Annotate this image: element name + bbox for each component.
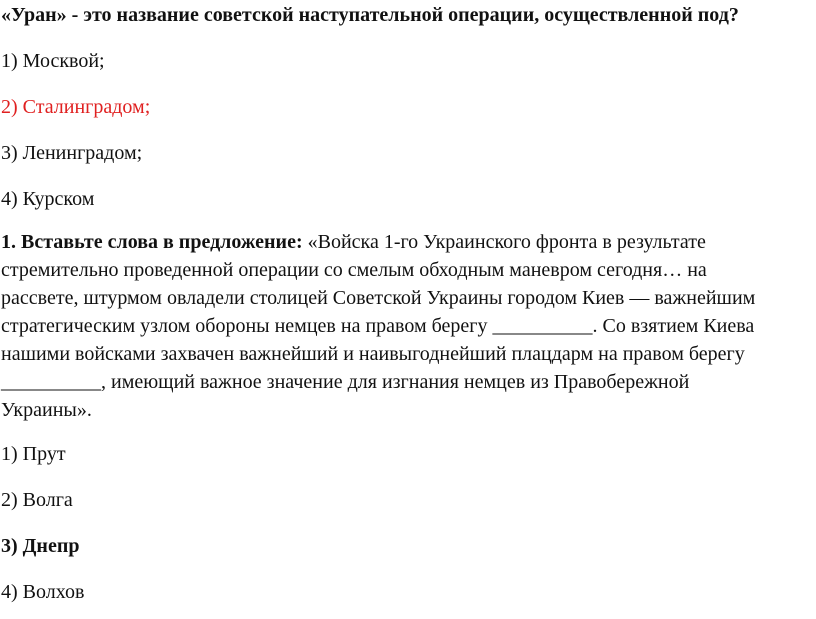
- q1-option-3: 3) Ленинградом;: [1, 142, 143, 164]
- q2-line-7: Украины».: [1, 399, 92, 421]
- q2-line-5: нашими войсками захвачен важнейший и наивыгоднейший плацдарм на правом берегу: [1, 343, 745, 365]
- q2-text-start: «Войска 1-го Украинского фронта в результате: [302, 231, 706, 253]
- q2-line-2: стремительно проведенной операции со смелым обходным маневром сегодня… на: [1, 259, 707, 281]
- q2-option-4: 4) Волхов: [1, 581, 85, 603]
- q2-heading: 1. Вставьте слова в предложение:: [1, 231, 303, 253]
- q2-option-2: 2) Волга: [1, 489, 73, 511]
- q2-option-1: 1) Прут: [1, 443, 66, 465]
- q2-line-6: __________, имеющий важное значение для изгнания немцев из Правобережной: [1, 371, 690, 393]
- q1-option-4: 4) Курском: [1, 188, 95, 210]
- q2-option-3-correct: 3) Днепр: [1, 535, 80, 557]
- q2-line-4: стратегическим узлом обороны немцев на правом берегу __________. Со взятием Киева: [1, 315, 755, 337]
- question-1-title: «Уран» - это название советской наступательной операции, осуществленной под?: [1, 4, 739, 26]
- q2-line-3: рассвете, штурмом овладели столицей Советской Украины городом Киев — важнейшим: [1, 287, 756, 309]
- q1-option-1: 1) Москвой;: [1, 50, 105, 72]
- q1-option-2-correct: 2) Сталинградом;: [1, 96, 151, 118]
- q2-line-1: [1, 230, 706, 254]
